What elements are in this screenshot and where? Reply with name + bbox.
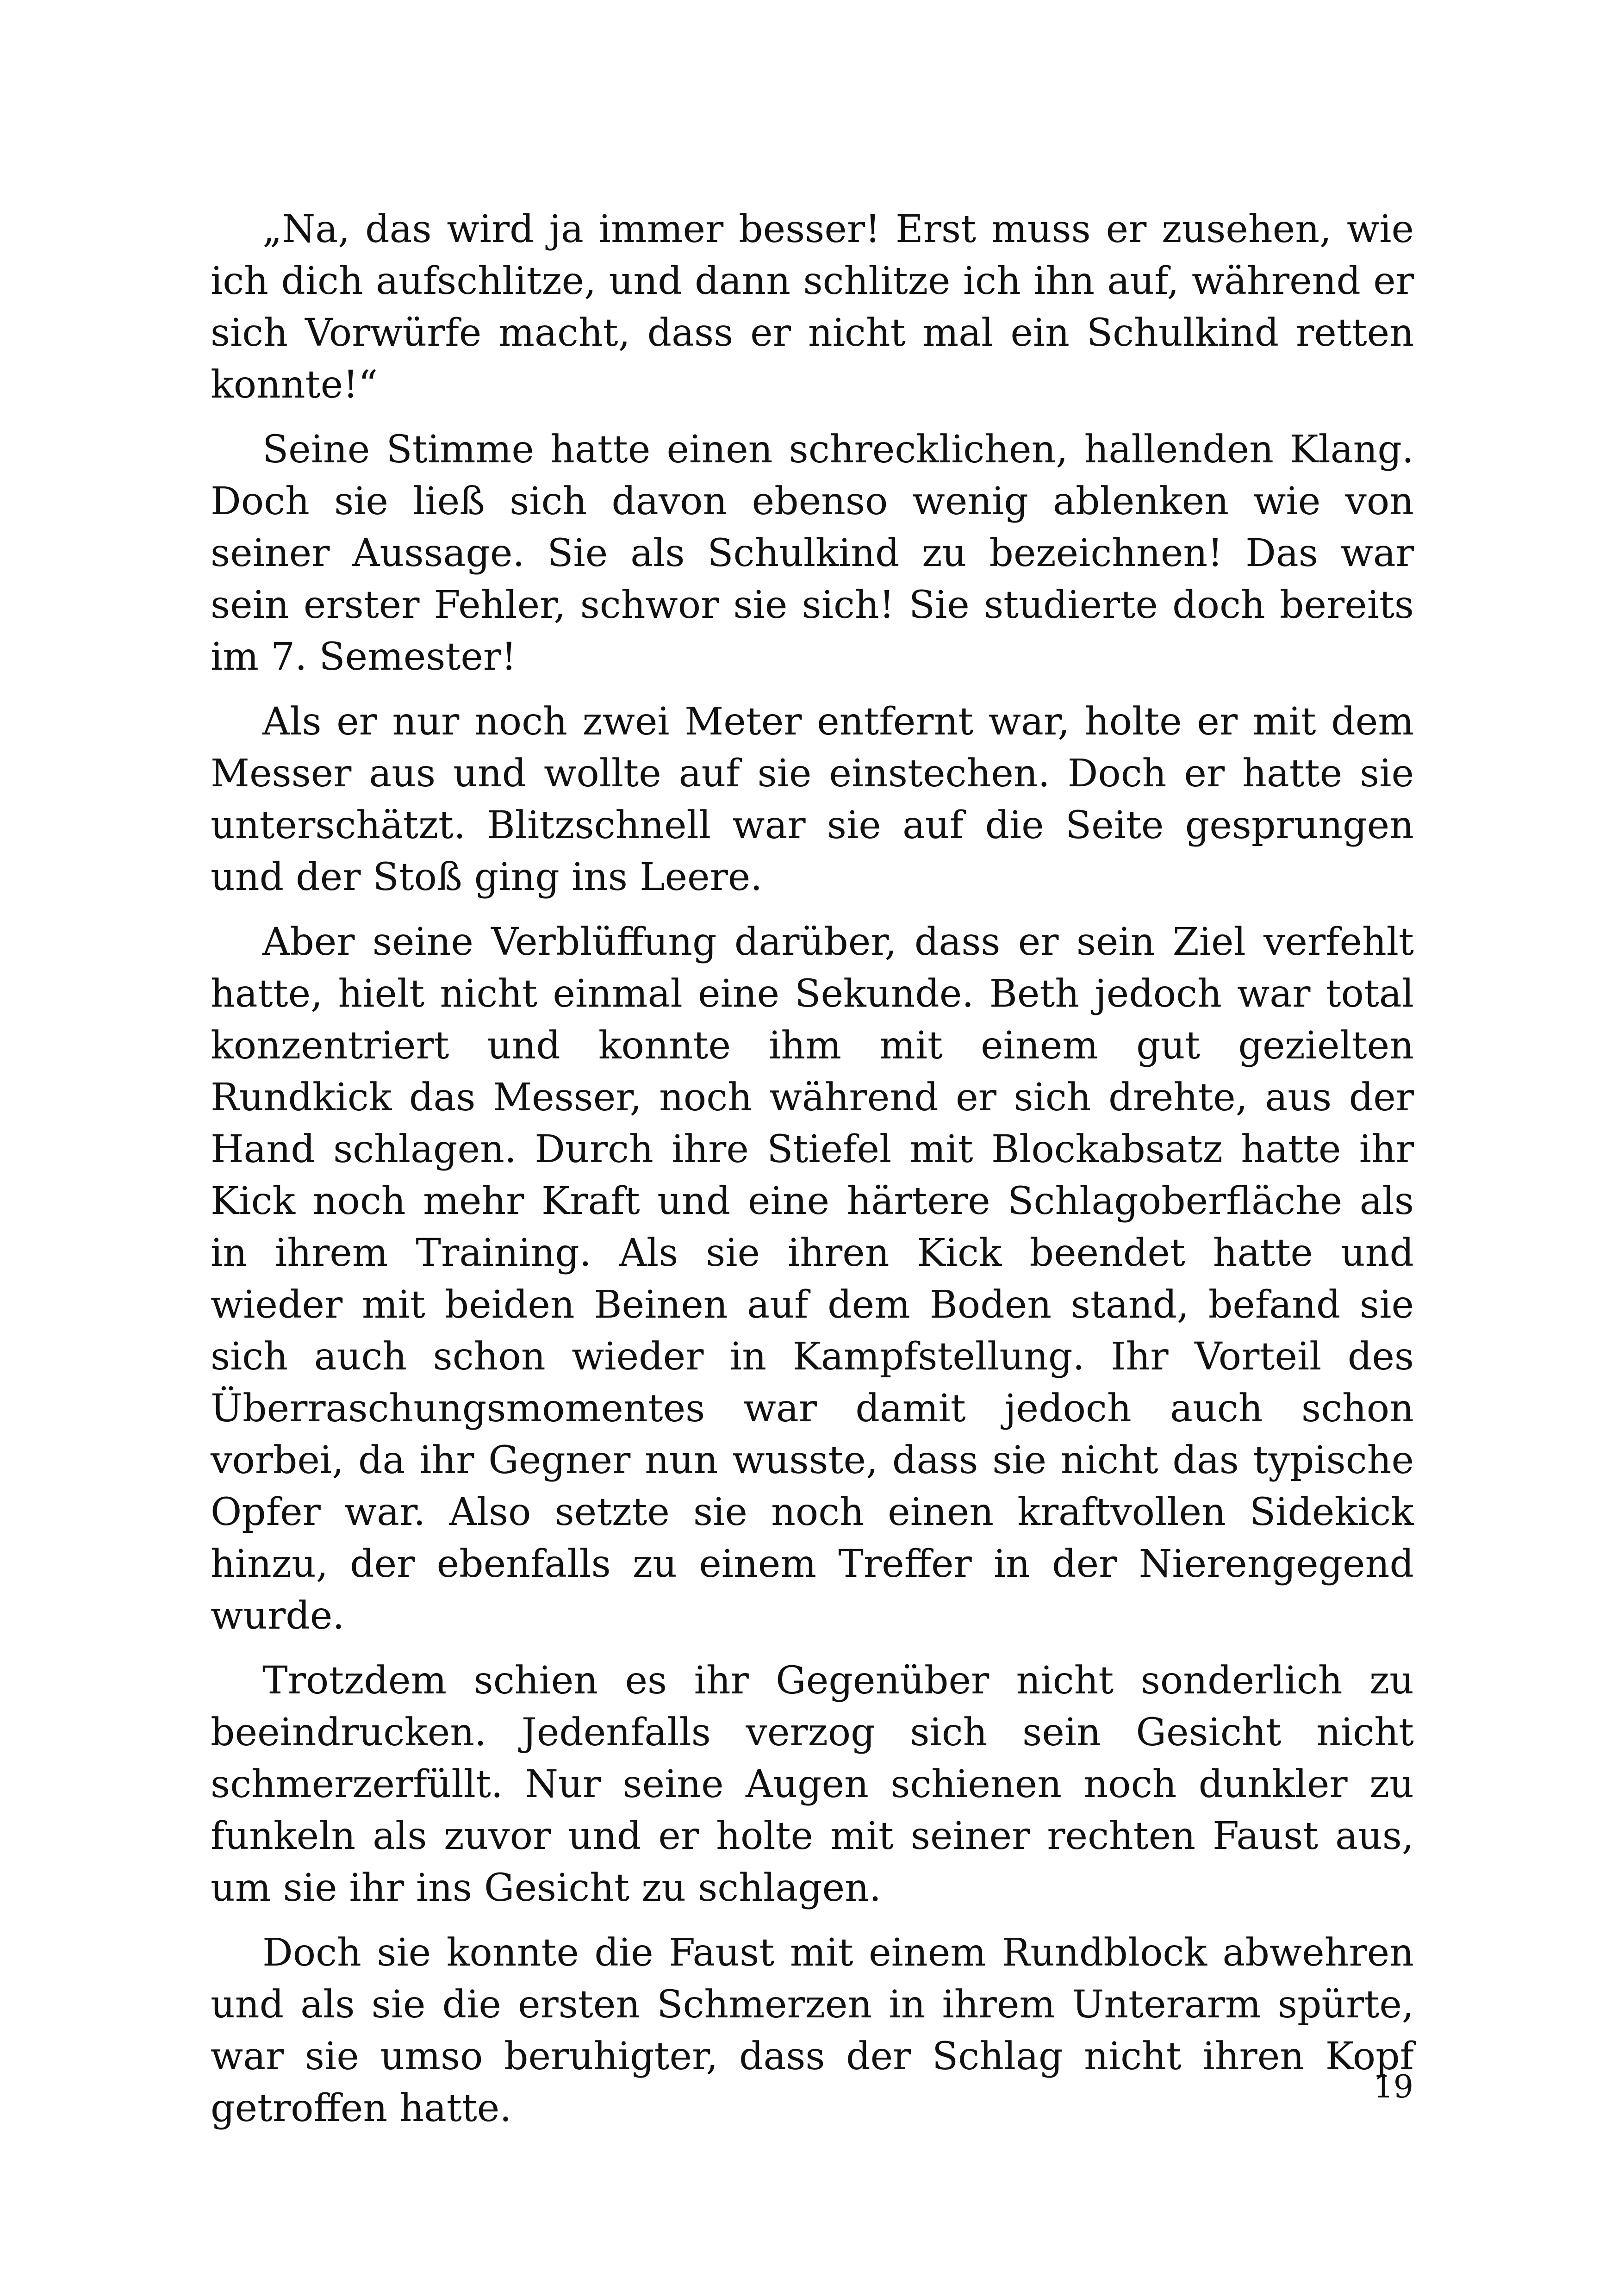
paragraph: Aber seine Verblüffung darüber, dass er sein Ziel verfehlt hatte, hielt nicht einmal eine Sekunde. Beth jedoch war total konzentriert und konnte ihm mit einem gut gezielten Rundkick das Messer, noch während er sich drehte, aus der Hand schlagen. Durch ihre Stiefel mit Blockabsatz hatte ihr Kick noch mehr Kraft und eine härtere Schlagoberfläche als in ihrem Training. Als sie ihren Kick beendet hatte und wieder mit beiden Beinen auf dem Boden stand, befand sie sich auch schon wieder in Kampfstellung. Ihr Vorteil des Überraschungsmomentes war damit jedoch auch schon vorbei, da ihr Gegner nun wusste, dass sie nicht das typische Opfer war. Also setzte sie noch einen kraftvollen Sidekick hinzu, der ebenfalls zu einem Treffer in der Nierengegend wurde. [211, 920, 1414, 1638]
paragraph: Als er nur noch zwei Meter entfernt war, holte er mit dem Messer aus und wollte auf sie einstechen. Doch er hatte sie unterschätzt. Blitzschnell war sie auf die Seite gesprungen und der Stoß ging ins Leere. [211, 700, 1414, 899]
paragraph: Doch sie konnte die Faust mit einem Rundblock abwehren und als sie die ersten Schmerzen in ihrem Unterarm spürte, war sie umso beruhigter, dass der Schlag nicht ihren Kopf getroffen hatte. [211, 1931, 1414, 2130]
body-text [211, 204, 1414, 2147]
paragraph: „Na, das wird ja immer besser! Erst muss er zusehen, wie ich dich aufschlitze, und dann schlitze ich ihn auf, während er sich Vorwürfe macht, dass er nicht mal ein Schulkind retten konnte!“ [211, 207, 1414, 407]
paragraph: Trotzdem schien es ihr Gegenüber nicht sonderlich zu beeindrucken. Jedenfalls verzog sich sein Gesicht nicht schmerzerfüllt. Nur seine Augen schienen noch dunkler zu funkeln als zuvor und er holte mit seiner rechten Faust aus, um sie ihr ins Gesicht zu schlagen. [211, 1659, 1414, 1910]
page-number: 19 [1373, 2069, 1413, 2105]
paragraph: Seine Stimme hatte einen schrecklichen, hallenden Klang. Doch sie ließ sich davon ebenso wenig ablenken wie von seiner Aussage. Sie als Schulkind zu bezeichnen! Das war sein erster Fehler, schwor sie sich! Sie studierte doch bereits im 7. Semester! [211, 428, 1414, 679]
